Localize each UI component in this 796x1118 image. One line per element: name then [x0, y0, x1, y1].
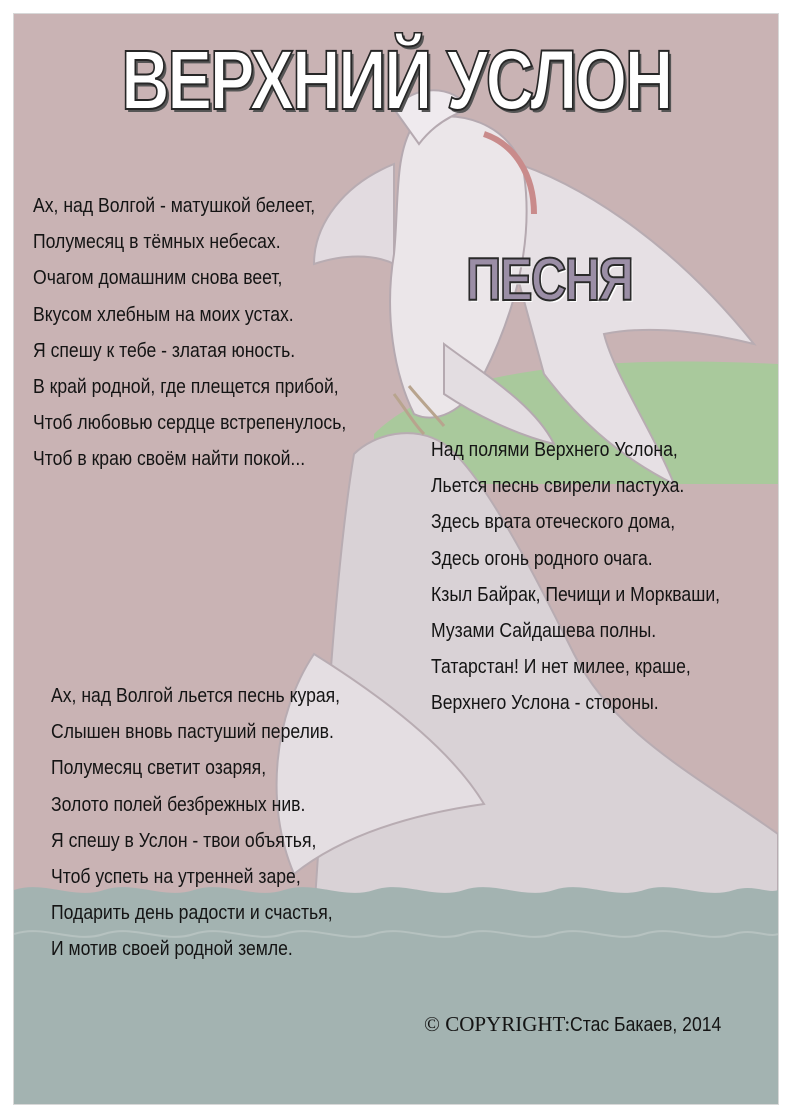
verse-line: Вкусом хлебным на моих устах.	[33, 303, 294, 326]
verse-line: Ах, над Волгой льется песнь курая,	[51, 685, 341, 707]
verse-line: Золото полей безбрежных нив.	[51, 793, 306, 816]
copyright-mark: © COPYRIGHT:	[424, 1012, 571, 1036]
verse-line: Слышен вновь пастуший перелив.	[51, 721, 334, 744]
verse-line: Музами Сайдашева полны.	[431, 619, 657, 642]
verse-line: Чтоб в краю своём найти покой...	[33, 448, 306, 471]
verse-line: Здесь врата отеческого дома,	[431, 511, 676, 534]
verse-line: И мотив своей родной земле.	[51, 938, 293, 961]
page-title: ВЕРХНИЙ УСЛОН	[121, 33, 671, 127]
verse-line: В край родной, где плещется прибой,	[33, 375, 339, 398]
stanza-3	[51, 678, 379, 968]
verse-line: Чтоб любовью сердце встрепенулось,	[33, 412, 347, 435]
copyright-author: Стас Бакаев, 2014	[570, 1014, 722, 1036]
verse-line: Полумесяц светит озаряя,	[51, 757, 267, 780]
stanza-1	[33, 188, 389, 478]
verse-line: Над полями Верхнего Услона,	[431, 439, 678, 461]
verse-line: Я спешу в Услон - твои объятья,	[51, 829, 317, 852]
verse-line: Чтоб успеть на утренней заре,	[51, 865, 301, 888]
verse-line: Татарстан! И нет милее, краше,	[431, 656, 691, 679]
verse-line: Очагом домашним снова веет,	[33, 267, 283, 290]
verse-line: Кзыл Байрак, Печищи и Моркваши,	[431, 583, 721, 606]
poster	[14, 14, 778, 1104]
copyright-notice	[424, 1012, 742, 1037]
verse-line: Здесь огонь родного очага.	[431, 547, 653, 570]
verse-line: Я спешу к тебе - златая юность.	[33, 339, 296, 362]
song-subtitle: ПЕСНЯ	[466, 246, 633, 313]
verse-line: Льется песнь свирели пастуха.	[431, 475, 685, 498]
stanza-2	[431, 432, 759, 722]
verse-line: Полумесяц в тёмных небесах.	[33, 231, 281, 254]
verse-line: Ах, над Волгой - матушкой белеет,	[33, 195, 316, 217]
verse-line: Подарить день радости и счастья,	[51, 902, 333, 925]
verse-line: Верхнего Услона - стороны.	[431, 692, 659, 715]
